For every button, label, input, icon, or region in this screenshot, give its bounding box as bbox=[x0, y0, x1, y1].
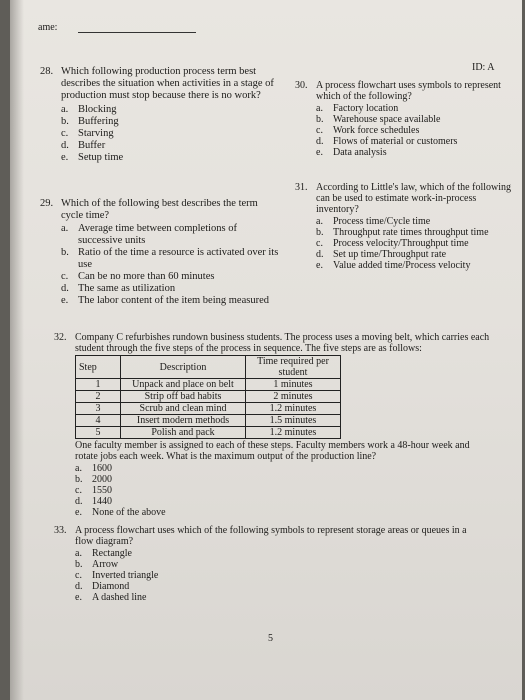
options-list bbox=[61, 223, 280, 307]
column-header: Description bbox=[121, 356, 246, 379]
name-line bbox=[78, 32, 196, 33]
page-number: 5 bbox=[268, 633, 273, 644]
option: b. Buffering bbox=[61, 116, 119, 127]
option: e. Setup time bbox=[61, 152, 124, 163]
question-stem: Which following production process term best describes the situation when activities in a stage of production must stop because there is no work? bbox=[61, 66, 274, 101]
question-30 bbox=[295, 80, 515, 158]
option: a. Blocking bbox=[61, 104, 117, 115]
option: c. Can be no more than 60 minutes bbox=[61, 271, 215, 282]
process-steps-table bbox=[75, 355, 341, 439]
option: a. 1600 bbox=[75, 463, 112, 474]
option: a. Process time/Cycle time bbox=[316, 216, 431, 227]
question-stem: According to Little's law, which of the following can be used to estimate work-in-process inventory? bbox=[316, 182, 511, 215]
id-label: ID: A bbox=[472, 62, 495, 73]
option: d. Flows of material or customers bbox=[316, 136, 458, 147]
question-28 bbox=[40, 66, 275, 164]
question-number: 29. bbox=[40, 198, 54, 209]
option: e. Value added time/Process velocity bbox=[316, 260, 471, 271]
option: b. Warehouse space available bbox=[316, 114, 441, 125]
table-row: 5 Polish and pack 1.2 minutes bbox=[76, 427, 341, 439]
option: a. Average time between completions of successive units bbox=[61, 223, 237, 246]
options-list bbox=[75, 548, 484, 603]
option: c. Process velocity/Throughput time bbox=[316, 238, 469, 249]
option: d. Diamond bbox=[75, 581, 130, 592]
options-list bbox=[316, 103, 515, 158]
question-number: 33. bbox=[54, 525, 67, 536]
question-stem: A process flowchart uses symbols to represent which of the following? bbox=[316, 80, 501, 102]
table-row: 3 Scrub and clean mind 1.2 minutes bbox=[76, 403, 341, 415]
option: e. A dashed line bbox=[75, 592, 147, 603]
option: e. None of the above bbox=[75, 507, 166, 518]
options-list bbox=[316, 216, 517, 271]
options-list bbox=[61, 104, 275, 164]
question-number: 28. bbox=[40, 66, 54, 77]
option: d. Set up time/Throughput rate bbox=[316, 249, 447, 260]
option: e. The labor content of the item being measured bbox=[61, 295, 269, 306]
question-stem: Company C refurbishes rundown business students. The process uses a moving belt, which carries each student through the five steps of the process in sequence. The five steps are as follows: bbox=[75, 332, 490, 354]
option: a. Rectangle bbox=[75, 548, 132, 559]
question-number: 32. bbox=[54, 332, 67, 343]
option: e. Data analysis bbox=[316, 147, 387, 158]
question-32 bbox=[54, 332, 494, 518]
option: c. Work force schedules bbox=[316, 125, 420, 136]
question-number: 31. bbox=[295, 182, 308, 193]
option: b. Throughput rate times throughput time bbox=[316, 227, 489, 238]
question-29 bbox=[40, 198, 280, 307]
column-header: Step bbox=[76, 356, 121, 379]
table-row: 4 Insert modern methods 1.5 minutes bbox=[76, 415, 341, 427]
option: b. Ratio of the time a resource is activated over its use bbox=[61, 247, 279, 270]
option: b. 2000 bbox=[75, 474, 112, 485]
option: c. Starving bbox=[61, 128, 114, 139]
column-header: Time required per student bbox=[246, 356, 341, 379]
table-row: 2 Strip off bad habits 2 minutes bbox=[76, 391, 341, 403]
option: d. Buffer bbox=[61, 140, 106, 151]
question-33 bbox=[54, 525, 484, 603]
question-stem: Which of the following best describes the term cycle time? bbox=[61, 198, 258, 221]
options-list bbox=[75, 463, 494, 518]
name-label: ame: bbox=[38, 22, 58, 33]
exam-page bbox=[10, 0, 522, 700]
page-shadow bbox=[10, 0, 24, 700]
question-31 bbox=[295, 182, 517, 271]
option: a. Factory location bbox=[316, 103, 399, 114]
question-stem: A process flowchart uses which of the following symbols to represent storage areas or queues in a flow diagram? bbox=[75, 525, 467, 547]
table-header-row bbox=[76, 356, 341, 379]
option: d. The same as utilization bbox=[61, 283, 176, 294]
question-number: 30. bbox=[295, 80, 308, 91]
table-row: 1 Unpack and place on belt 1 minutes bbox=[76, 379, 341, 391]
option: c. 1550 bbox=[75, 485, 112, 496]
option: b. Arrow bbox=[75, 559, 119, 570]
question-followup: One faculty member is assigned to each of these steps. Faculty members work a 48-hour week and rotate jobs each week. What is the maximum output of the production line? bbox=[75, 440, 470, 462]
option: d. 1440 bbox=[75, 496, 112, 507]
option: c. Inverted triangle bbox=[75, 570, 159, 581]
